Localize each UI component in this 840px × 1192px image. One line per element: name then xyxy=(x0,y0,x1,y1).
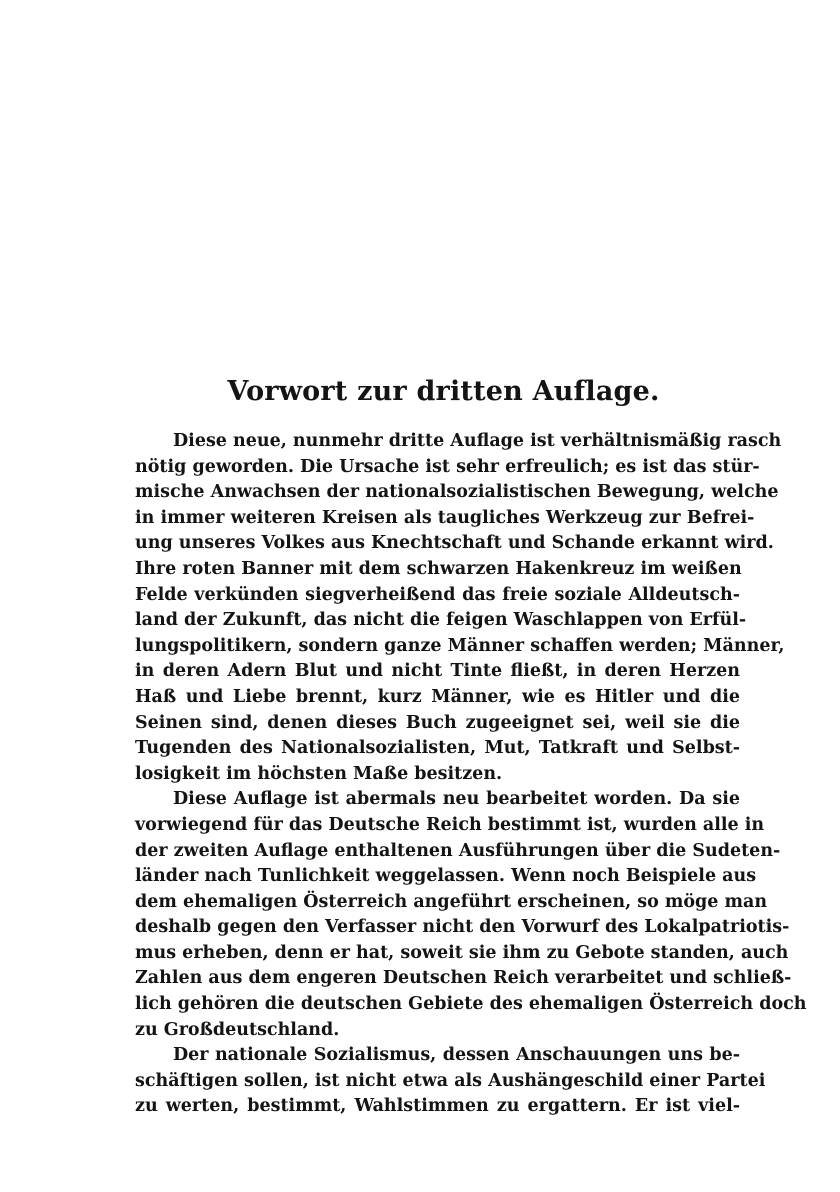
text-line: deshalb gegen den Verfasser nicht den Vorwurf des Lokalpatriotis- xyxy=(135,917,790,938)
text-line: land der Zukunft, das nicht die feigen Waschlappen von Erfül- xyxy=(135,610,747,631)
text-line: in immer weiteren Kreisen als taugliches Werkzeug zur Befrei- xyxy=(135,507,755,528)
text-line: der zweiten Auflage enthaltenen Ausführungen über die Sudeten- xyxy=(135,840,781,861)
text-line: mische Anwachsen der nationalsozialistischen Bewegung, welche xyxy=(135,482,779,503)
text-line: mus erheben, denn er hat, soweit sie ihm zu Gebote standen, auch xyxy=(135,942,789,963)
text-line: zu werten, bestimmt, Wahlstimmen zu ergattern. Er ist viel- xyxy=(135,1096,740,1117)
preface-text-block xyxy=(135,375,807,1120)
paragraph-3 xyxy=(135,1043,766,1120)
text-line: Diese Auflage ist abermals neu bearbeitet worden. Da sie xyxy=(173,789,740,810)
text-line: ung unseres Volkes aus Knechtschaft und Schande erkannt wird. xyxy=(135,533,774,554)
text-line: Zahlen aus dem engeren Deutschen Reich verarbeitet und schließ- xyxy=(135,968,792,989)
text-line: in deren Adern Blut und nicht Tinte fließt, in deren Herzen xyxy=(135,661,740,682)
text-line: lich gehören die deutschen Gebiete des ehemaligen Österreich doch xyxy=(135,994,807,1015)
text-line: Diese neue, nunmehr dritte Auflage ist verhältnismäßig rasch xyxy=(173,431,782,451)
text-line: nötig geworden. Die Ursache ist sehr erfreulich; es ist das stür- xyxy=(135,456,760,477)
text-line: Ihre roten Banner mit dem schwarzen Hakenkreuz im weißen xyxy=(135,558,742,579)
text-line: Tugenden des Nationalsozialisten, Mut, Tatkraft und Selbst- xyxy=(135,738,740,759)
text-line: vorwiegend für das Deutsche Reich bestimmt ist, wurden alle in xyxy=(135,814,765,835)
text-line: länder nach Tunlichkeit weggelassen. Wenn noch Beispiele aus xyxy=(135,866,757,887)
text-line: dem ehemaligen Österreich angeführt erscheinen, so möge man xyxy=(135,891,768,912)
text-line: lungspolitikern, sondern ganze Männer schaffen werden; Männer, xyxy=(135,635,785,656)
paragraph-2 xyxy=(135,787,807,1043)
text-line: Seinen sind, denen dieses Buch zugeeignet sei, weil sie die xyxy=(135,712,740,733)
text-line: zu Großdeutschland. xyxy=(135,1019,340,1040)
text-line: schäftigen sollen, ist nicht etwa als Aushängeschild einer Partei xyxy=(135,1070,766,1091)
paragraph-1 xyxy=(135,429,785,787)
text-line: Felde verkünden siegverheißend das freie soziale Alldeutsch- xyxy=(135,584,740,605)
text-line: Der nationale Sozialismus, dessen Anschauungen uns be- xyxy=(173,1045,740,1066)
text-line: Haß und Liebe brennt, kurz Männer, wie es Hitler und die xyxy=(135,686,740,707)
text-line: losigkeit im höchsten Maße besitzen. xyxy=(135,763,503,784)
page-title: Vorwort zur dritten Auflage. xyxy=(227,376,660,407)
